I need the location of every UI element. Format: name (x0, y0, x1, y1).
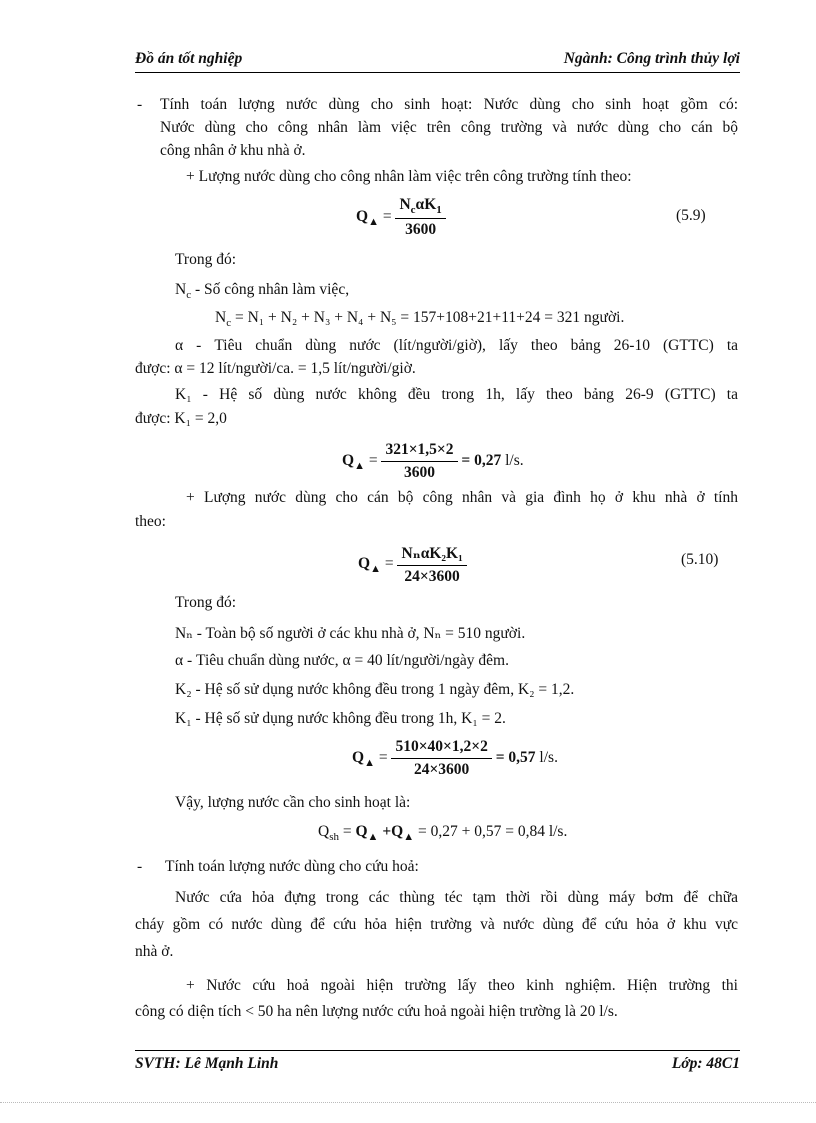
fraction: $\frac{N_c\alpha K_1}{3600}$ (395, 196, 445, 239)
equation-5-9: $Q_▲$ = $\frac{N_c\alpha K_1}{3600}$ (356, 196, 446, 239)
para4: Tính toán lượng nước dùng cho cứu hoả: (165, 858, 419, 875)
equation-label-5-9: (5.9) (676, 207, 706, 224)
fraction: $\frac{510\times 40\times 1,2\times 2}{24\times 3600}$ (391, 738, 491, 779)
k1-definition: K₁ - Hệ số sử dụng nước không đều trong 1h, K₁ = 2. (175, 710, 506, 727)
trong-do-1: Trong đó: (175, 251, 237, 268)
equation-label-5-10: (5.10) (681, 551, 719, 568)
para1-line1: Tính toán lượng nước dùng cho sinh hoạt: Nước dùng cho sinh hoạt gồm có: (160, 96, 738, 113)
k1-line1: K₁ - Hệ số dùng nước không đều trong 1h, lấy theo bảng 26-9 (GTTC) ta (175, 386, 738, 403)
bullet-dash-2: - (137, 858, 143, 875)
para2: + Lượng nước dùng cho công nhân làm việc trên công trường tính theo: (186, 168, 632, 185)
para6-line2: công có diện tích < 50 ha nên lượng nước cứu hoả ngoài hiện trường là 20 l/s. (135, 1003, 618, 1020)
fraction: $\frac{\text{NₙαK₂K₁}}{24\times 3600}$ (397, 543, 466, 586)
equation-result-2: $Q_▲$ = $\frac{510\times 40\times 1,2\times 2}{24\times 3600}$ = 0,57 l/s. (352, 738, 558, 778)
header-left: Đồ án tốt nghiệp (135, 50, 243, 67)
fraction: $\frac{321\times 1,5\times 2}{3600}$ (381, 441, 457, 482)
para6-line1: + Nước cứu hoả ngoài hiện trường lấy theo kinh nghiệm. Hiện trường thi (186, 977, 738, 994)
para5-line2: cháy gồm có nước dùng để cứu hỏa hiện trường và nước dùng để cứu hỏa ở khu vực (135, 916, 738, 933)
q-symbol: $Q_▲$ (356, 208, 379, 229)
para3-line2: theo: (135, 513, 166, 530)
footer-rule (135, 1050, 740, 1051)
header-right: Ngành: Công trình thủy lợi (563, 50, 740, 67)
nc-definition: $N_c$ - Số công nhân làm việc, (175, 281, 350, 302)
header-rule (135, 72, 740, 73)
trong-do-2: Trong đó: (175, 594, 237, 611)
footer-right: Lớp: 48C1 (671, 1055, 740, 1072)
k1-line2: được: K₁ = 2,0 (135, 410, 227, 427)
alpha2-definition: α - Tiêu chuẩn dùng nước, α = 40 lít/người/ngày đêm. (175, 652, 509, 669)
equation-result-1: $Q_▲$ = $\frac{321\times 1,5\times 2}{3600}$ = 0,27 l/s. (342, 441, 524, 481)
alpha1-line1: α - Tiêu chuẩn dùng nước (lít/người/giờ), lấy theo bảng 26-10 (GTTC) ta (175, 337, 738, 354)
para1-line3: công nhân ở khu nhà ở. (160, 142, 306, 159)
k2-definition: K₂ - Hệ số sử dụng nước không đều trong 1 ngày đêm, K₂ = 1,2. (175, 681, 575, 698)
vay-text: Vậy, lượng nước cần cho sinh hoạt là: (175, 794, 411, 811)
nc-equation: $N_c = N_1 + N_2 + N_3 + N_4 + N_5 = 157+108+21+11+24 = 321$ người. (215, 309, 625, 330)
equation-qsh: $Q_{sh} = Q_▲ +Q_▲ = 0,27 + 0,57 = 0,84$ l/s. (318, 823, 568, 844)
para3-line1: + Lượng nước dùng cho cán bộ công nhân và gia đình họ ở khu nhà ở tính (186, 489, 738, 506)
para5-line3: nhà ở. (135, 943, 174, 960)
para5-line1: Nước cứa hỏa đựng trong các thùng téc tạm thời rồi dùng máy bơm để chữa (175, 889, 738, 906)
bullet-dash: - (137, 96, 143, 113)
page-bottom-dots (0, 1102, 816, 1103)
equation-5-10: $Q_▲$ = $\frac{\text{NₙαK₂K₁}}{24\times 3600}$ (358, 543, 467, 586)
alpha1-line2: được: α = 12 lít/người/ca. = 1,5 lít/người/giờ. (135, 360, 416, 377)
nn-definition: Nₙ - Toàn bộ số người ở các khu nhà ở, Nₙ = 510 người. (175, 625, 526, 642)
para1-line2: Nước dùng cho công nhân làm việc trên công trường và nước dùng cho cán bộ (160, 119, 738, 136)
footer-left: SVTH: Lê Mạnh Linh (135, 1055, 279, 1072)
